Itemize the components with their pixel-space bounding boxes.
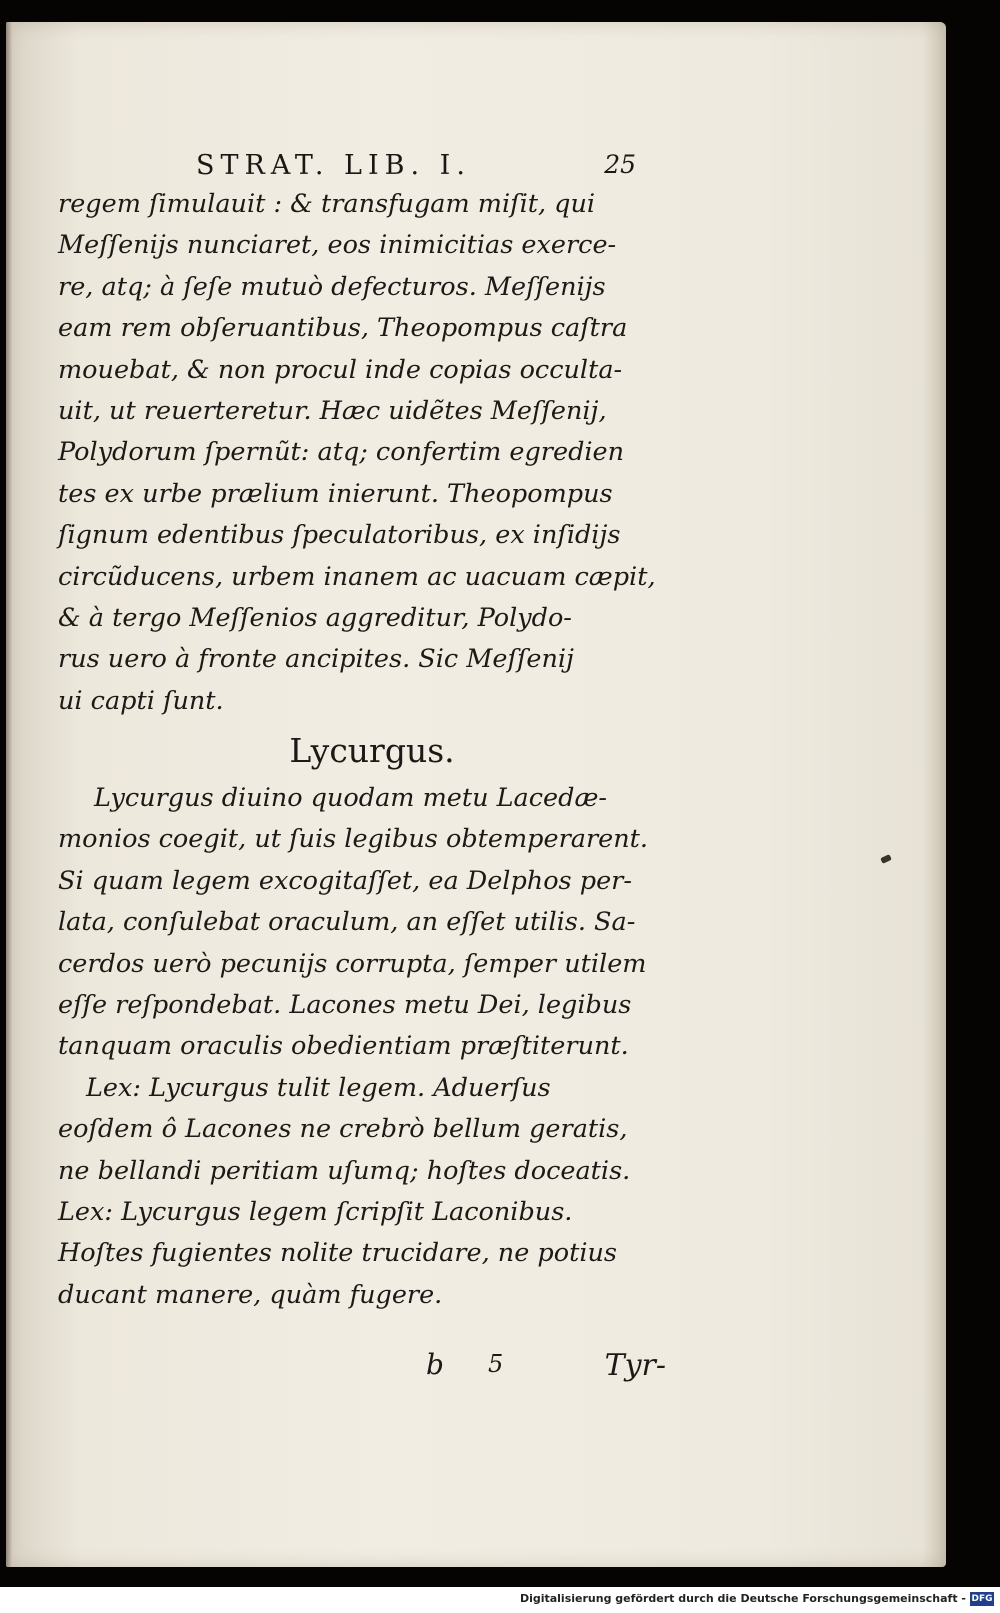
text-line: monios coegit, ut ſuis legibus obtemperarent.	[58, 824, 649, 855]
text-line: Si quam legem excogitaſſet, ea Delphos per-	[58, 865, 632, 896]
text-line: ui capti ſunt.	[58, 685, 224, 716]
signature-mark: b	[426, 1348, 444, 1381]
text-line: ſignum edentibus ſpeculatoribus, ex inſidijs	[58, 520, 621, 551]
dfg-logo: DFG	[971, 1594, 993, 1604]
book-page	[6, 22, 946, 1567]
text-line: regem ſimulauit : & transfugam miſit, qui	[58, 189, 596, 219]
footer-credit: Digitalisierung gefördert durch die Deutsche Forschungsgemeinschaft -	[519, 1592, 966, 1605]
signature-number: 5	[488, 1350, 504, 1378]
text-line: circũducens, urbem inanem ac uacuam cæpit,	[58, 561, 656, 592]
text-line: eſſe reſpondebat. Lacones metu Dei, legibus	[58, 990, 632, 1021]
text-line: re, atq; à ſeſe mutuò defecturos. Meſſenijs	[58, 271, 606, 302]
text-line: uit, ut reuerteretur. Hæc uidẽtes Meſſenij,	[58, 395, 607, 426]
ink-mark	[880, 854, 892, 864]
page-number: 25	[604, 150, 636, 179]
signature-line	[426, 1348, 666, 1388]
text-line: tes ex urbe prælium inierunt. Theopompus	[58, 478, 613, 509]
catchword: Tyr-	[604, 1348, 666, 1383]
text-line: ducant manere, quàm fugere.	[58, 1279, 443, 1310]
section-heading: Lycurgus.	[289, 731, 455, 771]
text-line: Meſſenijs nunciaret, eos inimicitias exerce-	[58, 230, 617, 261]
text-line: eam rem obſeruantibus, Theopompus caſtra	[58, 313, 628, 344]
running-title: STRAT. LIB. I.	[196, 150, 471, 181]
text-line: rus uero à fronte ancipites. Sic Meſſenij	[58, 644, 574, 675]
text-line: mouebat, & non procul inde copias occulta-	[58, 354, 623, 385]
text-line: lata, conſulebat oraculum, an eſſet utilis. Sa-	[58, 907, 636, 938]
text-line: cerdos uerò pecunijs corrupta, ſemper utilem	[58, 948, 647, 979]
text-line: eoſdem ô Lacones ne crebrò bellum geratis,	[58, 1114, 628, 1145]
digitization-footer	[0, 1587, 1000, 1613]
text-line: Lycurgus diuino quodam metu Lacedæ-	[94, 783, 608, 814]
text-line: Lex: Lycurgus tulit legem. Aduerſus	[86, 1072, 551, 1103]
text-line: & à tergo Meſſenios aggreditur, Polydo-	[58, 602, 572, 633]
page-edge	[922, 22, 946, 1567]
text-line: Hoſtes fugientes nolite trucidare, ne potius	[58, 1238, 617, 1269]
text-line: ne bellandi peritiam uſumq; hoſtes doceatis.	[58, 1155, 631, 1186]
page-gutter	[6, 22, 12, 1567]
text-line: tanquam oraculis obedientiam præſtiterunt.	[58, 1031, 629, 1062]
running-head	[196, 146, 636, 186]
text-line: Polydorum ſpernũt: atq; confertim egredien	[58, 437, 625, 468]
main-text	[58, 184, 666, 1316]
text-line: Lex: Lycurgus legem ſcripſit Laconibus.	[58, 1196, 573, 1227]
